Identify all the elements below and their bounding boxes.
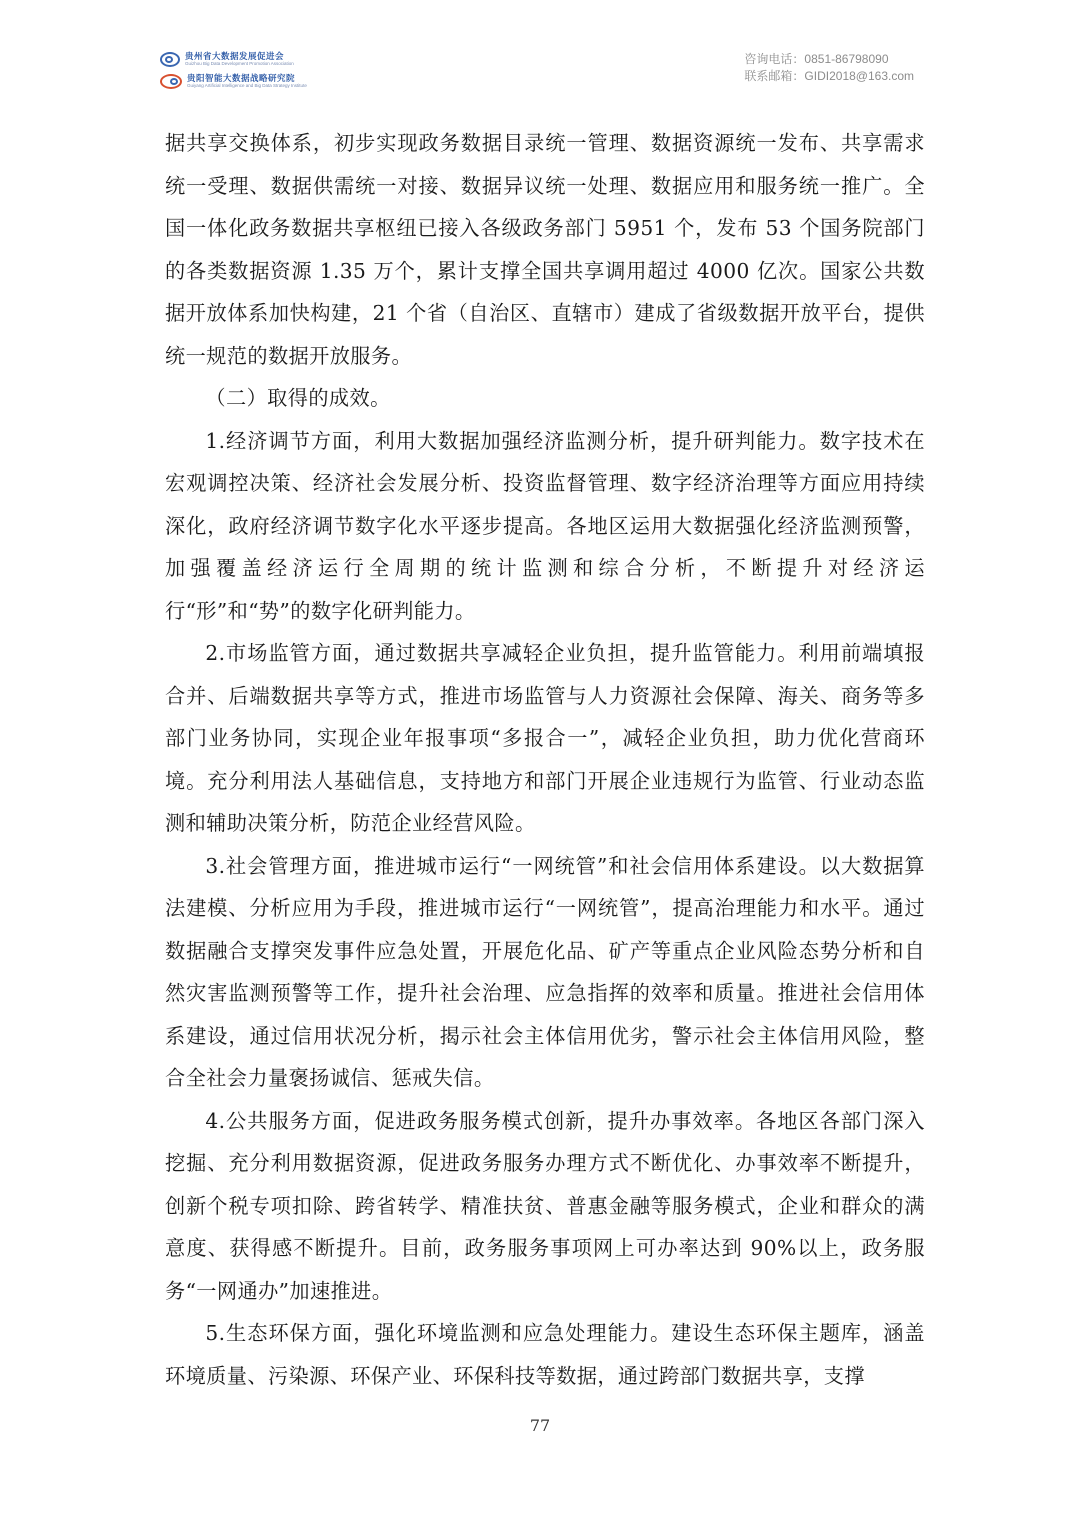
paragraph-ecological-protection: 5.生态环保方面，强化环境监测和应急处理能力。建设生态环保主题库，涵盖环境质量、污染源、环保产业、环保科技等数据，通过跨部门数据共享，支撑 bbox=[165, 1321, 925, 1388]
institute-name: 贵阳智能大数据战略研究院 bbox=[187, 73, 296, 84]
association-name: 贵州省大数据发展促进会 bbox=[185, 51, 285, 62]
contact-phone: 咨询电话：0851-86798090 bbox=[744, 52, 889, 66]
paragraph-public-service: 4.公共服务方面，促进政务服务模式创新，提升办事效率。各地区各部门深入挖掘、充分利用数据资源，促进政务服务办理方式不断优化、办事效率不断提升，创新个税专项扣除、跨省转学、精准扶贫、普惠金融等服务模式，企业和群众的满意度、获得感不断提升。目前，政务服务事项网上可办率达到 90%以上，政务服务“一网通办”加速推进。 bbox=[165, 1108, 925, 1303]
paragraph-market-supervision: 2.市场监管方面，通过数据共享减轻企业负担，提升监管能力。利用前端填报合并、后端数据共享等方式，推进市场监管与人力资源社会保障、海关、商务等多部门业务协同，实现企业年报事项“多报合一”，减轻企业负担，助力优化营商环境。充分利用法人基础信息，支持地方和部门开展企业违规行为监管、行业动态监测和辅助决策分析，防范企业经营风险。 bbox=[165, 641, 925, 835]
paragraph-data-sharing: 据共享交换体系，初步实现政务数据目录统一管理、数据资源统一发布、共享需求统一受理、数据供需统一对接、数据异议统一处理、数据应用和服务统一推广。全国一体化政务数据共享枢纽已接入各级政务部门 5951 个，发布 53 个国务院部门的各类数据资源 1.35 万个，累计支撑全国共享调用超过 4000 亿次。国家公共数据开放体系加快构建，21 个省（自治区、直辖市）建成了省级数据开放平台，提供统一规范的数据开放服务。 bbox=[165, 131, 925, 368]
page-header bbox=[0, 0, 1080, 100]
institute-logo bbox=[160, 74, 307, 89]
paragraph-economic-regulation: 1.经济调节方面，利用大数据加强经济监测分析，提升研判能力。数字技术在宏观调控决策、经济社会发展分析、投资监督管理、数字经济治理等方面应用持续深化，政府经济调节数字化水平逐步提高。各地区运用大数据强化经济监测预警，加强覆盖经济运行全周期的统计监测和综合分析，不断提升对经济运行“形”和“势”的数字化研判能力。 bbox=[165, 428, 925, 623]
contact-info bbox=[744, 51, 914, 85]
section-heading-achievements: （二）取得的成效。 bbox=[205, 386, 391, 410]
document-body bbox=[165, 122, 925, 1397]
institute-logo-icon bbox=[160, 74, 182, 89]
association-logo bbox=[160, 52, 294, 67]
paragraph-social-management: 3.社会管理方面，推进城市运行“一网统管”和社会信用体系建设。以大数据算法建模、分析应用为手段，推进城市运行“一网统管”，提高治理能力和水平。通过数据融合支撑突发事件应急处置，开展危化品、矿产等重点企业风险态势分析和自然灾害监测预警等工作，提升社会治理、应急指挥的效率和质量。推进社会信用体系建设，通过信用状况分析，揭示社会主体信用优劣，警示社会主体信用风险，整合全社会力量褒扬诚信、惩戒失信。 bbox=[165, 853, 925, 1090]
contact-email: 联系邮箱：GIDI2018@163.com bbox=[744, 69, 914, 83]
institute-english-name: Guiyang Artificial Intelligence and Big Data Strategy Institute bbox=[187, 83, 307, 88]
association-logo-icon bbox=[160, 52, 180, 67]
page-number: 77 bbox=[529, 1416, 551, 1435]
association-english-name: Guizhou Big Data Development Promotion Association bbox=[185, 61, 294, 66]
